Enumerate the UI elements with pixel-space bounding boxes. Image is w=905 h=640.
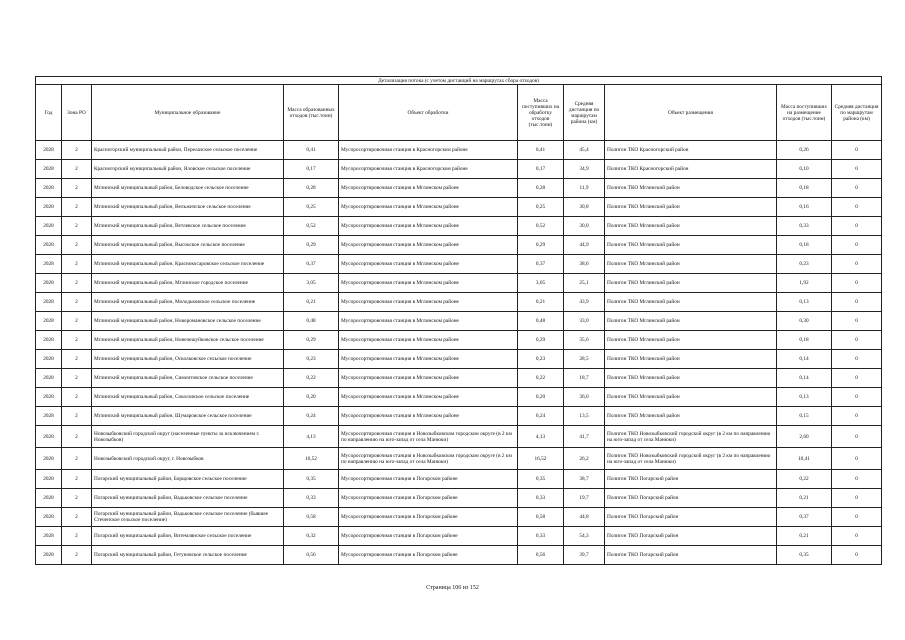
cell-placement-mass: 0,13: [777, 388, 832, 407]
cell-processing-object: Мусоросортировочная станция в Мглинском районе: [339, 274, 518, 293]
cell-processing-object: Мусоросортировочная станция в Мглинском районе: [339, 350, 518, 369]
cell-processing-object: Мусоросортировочная станция в Мглинском районе: [339, 198, 518, 217]
cell-year: 2028: [36, 546, 62, 565]
cell-placement-object: Полигон ТКО Новозыбковский городской округ (в 2 км по направлению на юго-запад от села Манюки): [605, 448, 777, 470]
cell-placement-object: Полигон ТКО Мглинский район: [605, 407, 777, 426]
cell-year: 2028: [36, 179, 62, 198]
table-row: [36, 160, 882, 179]
cell-municipality: Красногорский муниципальный район, Яловское сельское поселение: [92, 160, 284, 179]
cell-placement-mass: 2,60: [777, 426, 832, 448]
table-row: [36, 470, 882, 489]
cell-processing-mass: 16,52: [518, 448, 564, 470]
cell-municipality: Погарский муниципальный район, Витемлянское сельское поселение: [92, 527, 284, 546]
cell-placement-mass: 0,18: [777, 331, 832, 350]
cell-municipality: Мглинский муниципальный район, Беловодское сельское поселение: [92, 179, 284, 198]
table-row: [36, 179, 882, 198]
cell-zone: 2: [62, 388, 92, 407]
cell-distance-processing: 39,7: [564, 546, 605, 565]
cell-distance-processing: 36,0: [564, 388, 605, 407]
cell-placement-object: Полигон ТКО Мглинский район: [605, 255, 777, 274]
table-row: [36, 331, 882, 350]
table-row: [36, 141, 882, 160]
cell-distance-placement: 0: [832, 179, 882, 198]
cell-processing-mass: 0,56: [518, 546, 564, 565]
cell-municipality: Мглинский муниципальный район, Молодьковское сельское поселение: [92, 293, 284, 312]
header-municipality: Муниципальное образование: [92, 85, 284, 141]
cell-distance-placement: 0: [832, 141, 882, 160]
cell-mass: 0,21: [284, 293, 339, 312]
cell-zone: 2: [62, 293, 92, 312]
cell-year: 2028: [36, 293, 62, 312]
cell-placement-object: Полигон ТКО Погарский район: [605, 508, 777, 527]
cell-processing-mass: 0,22: [518, 369, 564, 388]
cell-zone: 2: [62, 489, 92, 508]
header-distance-placement: Средняя дистанция по маршрутам района (км): [832, 85, 882, 141]
cell-processing-mass: 0,17: [518, 160, 564, 179]
cell-mass: 0,29: [284, 331, 339, 350]
cell-year: 2028: [36, 527, 62, 546]
cell-zone: 2: [62, 527, 92, 546]
cell-processing-mass: 0,58: [518, 508, 564, 527]
cell-mass: 0,23: [284, 350, 339, 369]
header-year: Год: [36, 85, 62, 141]
cell-processing-mass: 4,13: [518, 426, 564, 448]
cell-processing-object: Мусоросортировочная станция в Новозыбковском городском округе (в 2 км по направлению на юго-запад от села Манюки): [339, 448, 518, 470]
header-distance-processing: Средняя дистанция по маршрутам района (км): [564, 85, 605, 141]
cell-processing-object: Мусоросортировочная станция в Мглинском районе: [339, 407, 518, 426]
cell-zone: 2: [62, 448, 92, 470]
cell-processing-object: Мусоросортировочная станция в Погарском районе: [339, 508, 518, 527]
cell-year: 2028: [36, 489, 62, 508]
cell-placement-mass: 10,41: [777, 448, 832, 470]
cell-municipality: Мглинский муниципальный район, Высокское сельское поселение: [92, 236, 284, 255]
cell-placement-mass: 0,21: [777, 527, 832, 546]
table-row: [36, 255, 882, 274]
cell-processing-mass: 0,35: [518, 470, 564, 489]
cell-municipality: Мглинский муниципальный район, Шумаровское сельское поселение: [92, 407, 284, 426]
cell-zone: 2: [62, 198, 92, 217]
cell-mass: 0,20: [284, 388, 339, 407]
cell-distance-placement: 0: [832, 198, 882, 217]
header-row: [36, 85, 882, 141]
cell-year: 2028: [36, 331, 62, 350]
cell-processing-object: Мусоросортировочная станция в Красногорском районе: [339, 141, 518, 160]
header-processing-mass: Масса поступивших на обработку отходов (тыс.тонн): [518, 85, 564, 141]
table-row: [36, 527, 882, 546]
cell-placement-mass: 0,22: [777, 470, 832, 489]
cell-zone: 2: [62, 160, 92, 179]
cell-processing-object: Мусоросортировочная станция в Мглинском районе: [339, 388, 518, 407]
cell-year: 2028: [36, 274, 62, 293]
table-row: [36, 388, 882, 407]
cell-distance-processing: 30,0: [564, 217, 605, 236]
table-row: [36, 546, 882, 565]
cell-distance-placement: 0: [832, 470, 882, 489]
cell-placement-mass: 0,23: [777, 255, 832, 274]
cell-year: 2028: [36, 470, 62, 489]
cell-year: 2028: [36, 141, 62, 160]
cell-processing-mass: 0,41: [518, 141, 564, 160]
cell-processing-mass: 0,48: [518, 312, 564, 331]
cell-municipality: Мглинский муниципальный район, Краснокосаровское сельское поселение: [92, 255, 284, 274]
cell-year: 2028: [36, 369, 62, 388]
cell-distance-placement: 0: [832, 388, 882, 407]
cell-processing-object: Мусоросортировочная станция в Мглинском районе: [339, 312, 518, 331]
cell-mass: 0,32: [284, 527, 339, 546]
cell-placement-mass: 0,33: [777, 217, 832, 236]
cell-placement-object: Полигон ТКО Мглинский район: [605, 388, 777, 407]
cell-distance-processing: 11,9: [564, 179, 605, 198]
cell-processing-mass: 0,24: [518, 407, 564, 426]
cell-mass: 0,58: [284, 508, 339, 527]
cell-processing-mass: 0,20: [518, 388, 564, 407]
cell-placement-mass: 0,16: [777, 198, 832, 217]
cell-placement-mass: 0,21: [777, 489, 832, 508]
cell-distance-processing: 41,7: [564, 426, 605, 448]
cell-distance-placement: 0: [832, 426, 882, 448]
cell-placement-mass: 0,18: [777, 236, 832, 255]
cell-mass: 16,52: [284, 448, 339, 470]
cell-processing-mass: 0,37: [518, 255, 564, 274]
cell-mass: 0,22: [284, 369, 339, 388]
cell-year: 2028: [36, 236, 62, 255]
cell-zone: 2: [62, 274, 92, 293]
cell-distance-processing: 38,6: [564, 255, 605, 274]
cell-distance-processing: 33,0: [564, 312, 605, 331]
cell-distance-processing: 28,5: [564, 350, 605, 369]
cell-distance-processing: 38,7: [564, 470, 605, 489]
cell-year: 2028: [36, 198, 62, 217]
cell-placement-mass: 0,26: [777, 141, 832, 160]
cell-municipality: Мглинский муниципальный район, Осколковское сельское поселение: [92, 350, 284, 369]
cell-mass: 0,48: [284, 312, 339, 331]
header-processing-object: Объект обработки: [339, 85, 518, 141]
cell-year: 2028: [36, 312, 62, 331]
cell-processing-mass: 0,29: [518, 331, 564, 350]
cell-placement-object: Полигон ТКО Мглинский район: [605, 179, 777, 198]
cell-placement-object: Полигон ТКО Новозыбковский городской округ (в 2 км по направлению на юго-запад от села Манюки): [605, 426, 777, 448]
cell-zone: 2: [62, 236, 92, 255]
cell-placement-object: Полигон ТКО Погарский район: [605, 546, 777, 565]
cell-mass: 0,37: [284, 255, 339, 274]
cell-distance-placement: 0: [832, 350, 882, 369]
cell-zone: 2: [62, 312, 92, 331]
cell-placement-object: Полигон ТКО Мглинский район: [605, 198, 777, 217]
cell-distance-placement: 0: [832, 255, 882, 274]
cell-distance-processing: 54,3: [564, 527, 605, 546]
cell-placement-mass: 0,10: [777, 160, 832, 179]
cell-municipality: Мглинский муниципальный район, Ветлевское сельское поселение: [92, 217, 284, 236]
cell-placement-object: Полигон ТКО Красногорский район: [605, 141, 777, 160]
cell-year: 2028: [36, 160, 62, 179]
cell-distance-placement: 0: [832, 407, 882, 426]
cell-processing-mass: 0,25: [518, 198, 564, 217]
cell-processing-object: Мусоросортировочная станция в Новозыбковском городском округе (в 2 км по направлению на юго-запад от села Манюки): [339, 426, 518, 448]
cell-placement-object: Полигон ТКО Мглинский район: [605, 350, 777, 369]
table-row: [36, 489, 882, 508]
cell-processing-object: Мусоросортировочная станция в Мглинском районе: [339, 255, 518, 274]
cell-mass: 0,56: [284, 546, 339, 565]
cell-municipality: Мглинский муниципальный район, Мглинское городское поселение: [92, 274, 284, 293]
cell-zone: 2: [62, 217, 92, 236]
flow-detail-table: [35, 76, 882, 565]
cell-processing-mass: 0,29: [518, 236, 564, 255]
table-row: [36, 217, 882, 236]
cell-placement-object: Полигон ТКО Мглинский район: [605, 312, 777, 331]
cell-zone: 2: [62, 141, 92, 160]
cell-placement-mass: 0,14: [777, 369, 832, 388]
cell-mass: 3,05: [284, 274, 339, 293]
cell-zone: 2: [62, 508, 92, 527]
cell-mass: 4,13: [284, 426, 339, 448]
cell-mass: 0,17: [284, 160, 339, 179]
cell-distance-placement: 0: [832, 546, 882, 565]
cell-distance-processing: 19,7: [564, 489, 605, 508]
cell-placement-object: Полигон ТКО Погарский район: [605, 489, 777, 508]
cell-processing-object: Мусоросортировочная станция в Мглинском районе: [339, 331, 518, 350]
cell-mass: 0,33: [284, 489, 339, 508]
cell-distance-placement: 0: [832, 369, 882, 388]
table-row: [36, 198, 882, 217]
cell-zone: 2: [62, 546, 92, 565]
cell-processing-mass: 0,23: [518, 350, 564, 369]
cell-year: 2028: [36, 388, 62, 407]
cell-processing-object: Мусоросортировочная станция в Погарском районе: [339, 546, 518, 565]
cell-distance-placement: 0: [832, 293, 882, 312]
header-placement-object: Объект размещения: [605, 85, 777, 141]
cell-municipality: Погарский муниципальный район, Борщовское сельское поселение: [92, 470, 284, 489]
cell-placement-object: Полигон ТКО Красногорский район: [605, 160, 777, 179]
cell-placement-object: Полигон ТКО Мглинский район: [605, 293, 777, 312]
header-placement-mass: Масса поступивших на размещение отходов (тыс.тонн): [777, 85, 832, 141]
cell-year: 2028: [36, 508, 62, 527]
cell-zone: 2: [62, 179, 92, 198]
cell-zone: 2: [62, 350, 92, 369]
table-row: [36, 350, 882, 369]
cell-year: 2028: [36, 255, 62, 274]
cell-placement-mass: 0,14: [777, 350, 832, 369]
cell-placement-object: Полигон ТКО Мглинский район: [605, 274, 777, 293]
cell-year: 2028: [36, 448, 62, 470]
cell-year: 2028: [36, 350, 62, 369]
cell-processing-mass: 0,33: [518, 527, 564, 546]
cell-placement-mass: 0,35: [777, 546, 832, 565]
cell-zone: 2: [62, 331, 92, 350]
table-row: [36, 312, 882, 331]
cell-zone: 2: [62, 369, 92, 388]
cell-year: 2028: [36, 217, 62, 236]
cell-processing-object: Мусоросортировочная станция в Погарском районе: [339, 470, 518, 489]
cell-processing-mass: 0,28: [518, 179, 564, 198]
cell-distance-placement: 0: [832, 489, 882, 508]
table-row: [36, 448, 882, 470]
cell-municipality: Новозыбковский городской округ, г. Новозыбков: [92, 448, 284, 470]
cell-distance-processing: 13,5: [564, 407, 605, 426]
cell-processing-object: Мусоросортировочная станция в Мглинском районе: [339, 236, 518, 255]
cell-distance-placement: 0: [832, 527, 882, 546]
cell-distance-placement: 0: [832, 274, 882, 293]
cell-municipality: Мглинский муниципальный район, Симонтовское сельское поселение: [92, 369, 284, 388]
cell-distance-processing: 45,4: [564, 141, 605, 160]
cell-mass: 0,41: [284, 141, 339, 160]
cell-placement-object: Полигон ТКО Мглинский район: [605, 369, 777, 388]
cell-placement-mass: 0,15: [777, 407, 832, 426]
cell-mass: 0,24: [284, 407, 339, 426]
cell-zone: 2: [62, 255, 92, 274]
cell-distance-placement: 0: [832, 331, 882, 350]
cell-municipality: Погарский муниципальный район, Вадьковское сельское поселение: [92, 489, 284, 508]
cell-placement-object: Полигон ТКО Мглинский район: [605, 217, 777, 236]
cell-municipality: Погарский муниципальный район, Вадьковское сельское поселение (бывшее Стеченское сельское поселение): [92, 508, 284, 527]
table-row: [36, 426, 882, 448]
cell-mass: 0,29: [284, 236, 339, 255]
cell-municipality: Погарский муниципальный район, Гетуновское сельское поселение: [92, 546, 284, 565]
cell-processing-object: Мусоросортировочная станция в Погарском районе: [339, 489, 518, 508]
cell-distance-placement: 0: [832, 236, 882, 255]
cell-municipality: Новозыбковский городской округ (населенные пункты за исключением г. Новозыбков): [92, 426, 284, 448]
cell-distance-processing: 18,7: [564, 369, 605, 388]
cell-distance-placement: 0: [832, 217, 882, 236]
cell-distance-placement: 0: [832, 160, 882, 179]
page-number: Страница 106 из 152: [426, 585, 479, 591]
cell-distance-placement: 0: [832, 508, 882, 527]
cell-processing-object: Мусоросортировочная станция в Мглинском районе: [339, 369, 518, 388]
cell-year: 2028: [36, 407, 62, 426]
cell-distance-placement: 0: [832, 312, 882, 331]
cell-processing-mass: 0,21: [518, 293, 564, 312]
cell-distance-processing: 25,1: [564, 274, 605, 293]
cell-distance-processing: 44,9: [564, 236, 605, 255]
cell-mass: 0,25: [284, 198, 339, 217]
cell-municipality: Мглинский муниципальный район, Новоромановское сельское поселение: [92, 312, 284, 331]
cell-year: 2028: [36, 426, 62, 448]
cell-placement-object: Полигон ТКО Погарский район: [605, 527, 777, 546]
cell-municipality: Мглинский муниципальный район, Новочешуйковское сельское поселение: [92, 331, 284, 350]
cell-placement-object: Полигон ТКО Погарский район: [605, 470, 777, 489]
cell-processing-object: Мусоросортировочная станция в Красногорском районе: [339, 160, 518, 179]
cell-processing-mass: 0,33: [518, 489, 564, 508]
cell-distance-processing: 30,8: [564, 198, 605, 217]
cell-placement-object: Полигон ТКО Мглинский район: [605, 236, 777, 255]
cell-placement-mass: 0,18: [777, 179, 832, 198]
cell-distance-processing: 34,9: [564, 160, 605, 179]
cell-mass: 0,35: [284, 470, 339, 489]
cell-zone: 2: [62, 470, 92, 489]
cell-distance-processing: 44,8: [564, 508, 605, 527]
cell-placement-mass: 0,37: [777, 508, 832, 527]
cell-processing-object: Мусоросортировочная станция в Мглинском районе: [339, 179, 518, 198]
cell-municipality: Мглинский муниципальный район, Соколовское сельское поселение: [92, 388, 284, 407]
cell-distance-processing: 26,2: [564, 448, 605, 470]
cell-processing-mass: 3,05: [518, 274, 564, 293]
table-row: [36, 236, 882, 255]
cell-distance-placement: 0: [832, 448, 882, 470]
cell-distance-processing: 35,6: [564, 331, 605, 350]
cell-processing-object: Мусоросортировочная станция в Погарском районе: [339, 527, 518, 546]
cell-processing-object: Мусоросортировочная станция в Мглинском районе: [339, 217, 518, 236]
cell-municipality: Красногорский муниципальный район, Перелазское сельское поселение: [92, 141, 284, 160]
cell-municipality: Мглинский муниципальный район, Велъжичское сельское поселение: [92, 198, 284, 217]
cell-placement-mass: 1,92: [777, 274, 832, 293]
cell-placement-mass: 0,13: [777, 293, 832, 312]
table-row: [36, 407, 882, 426]
header-zone: Зона РО: [62, 85, 92, 141]
cell-distance-processing: 43,9: [564, 293, 605, 312]
cell-mass: 0,52: [284, 217, 339, 236]
cell-processing-object: Мусоросортировочная станция в Мглинском районе: [339, 293, 518, 312]
cell-mass: 0,28: [284, 179, 339, 198]
table-row: [36, 274, 882, 293]
table-row: [36, 369, 882, 388]
cell-placement-mass: 0,30: [777, 312, 832, 331]
table-caption: Детализация потока (с учетом дистанций на маршрутах сбора отходов): [36, 77, 882, 85]
cell-processing-mass: 0,52: [518, 217, 564, 236]
cell-zone: 2: [62, 407, 92, 426]
cell-placement-object: Полигон ТКО Мглинский район: [605, 331, 777, 350]
cell-zone: 2: [62, 426, 92, 448]
table-row: [36, 508, 882, 527]
header-mass: Масса образованных отходов (тыс.тонн): [284, 85, 339, 141]
table-row: [36, 293, 882, 312]
